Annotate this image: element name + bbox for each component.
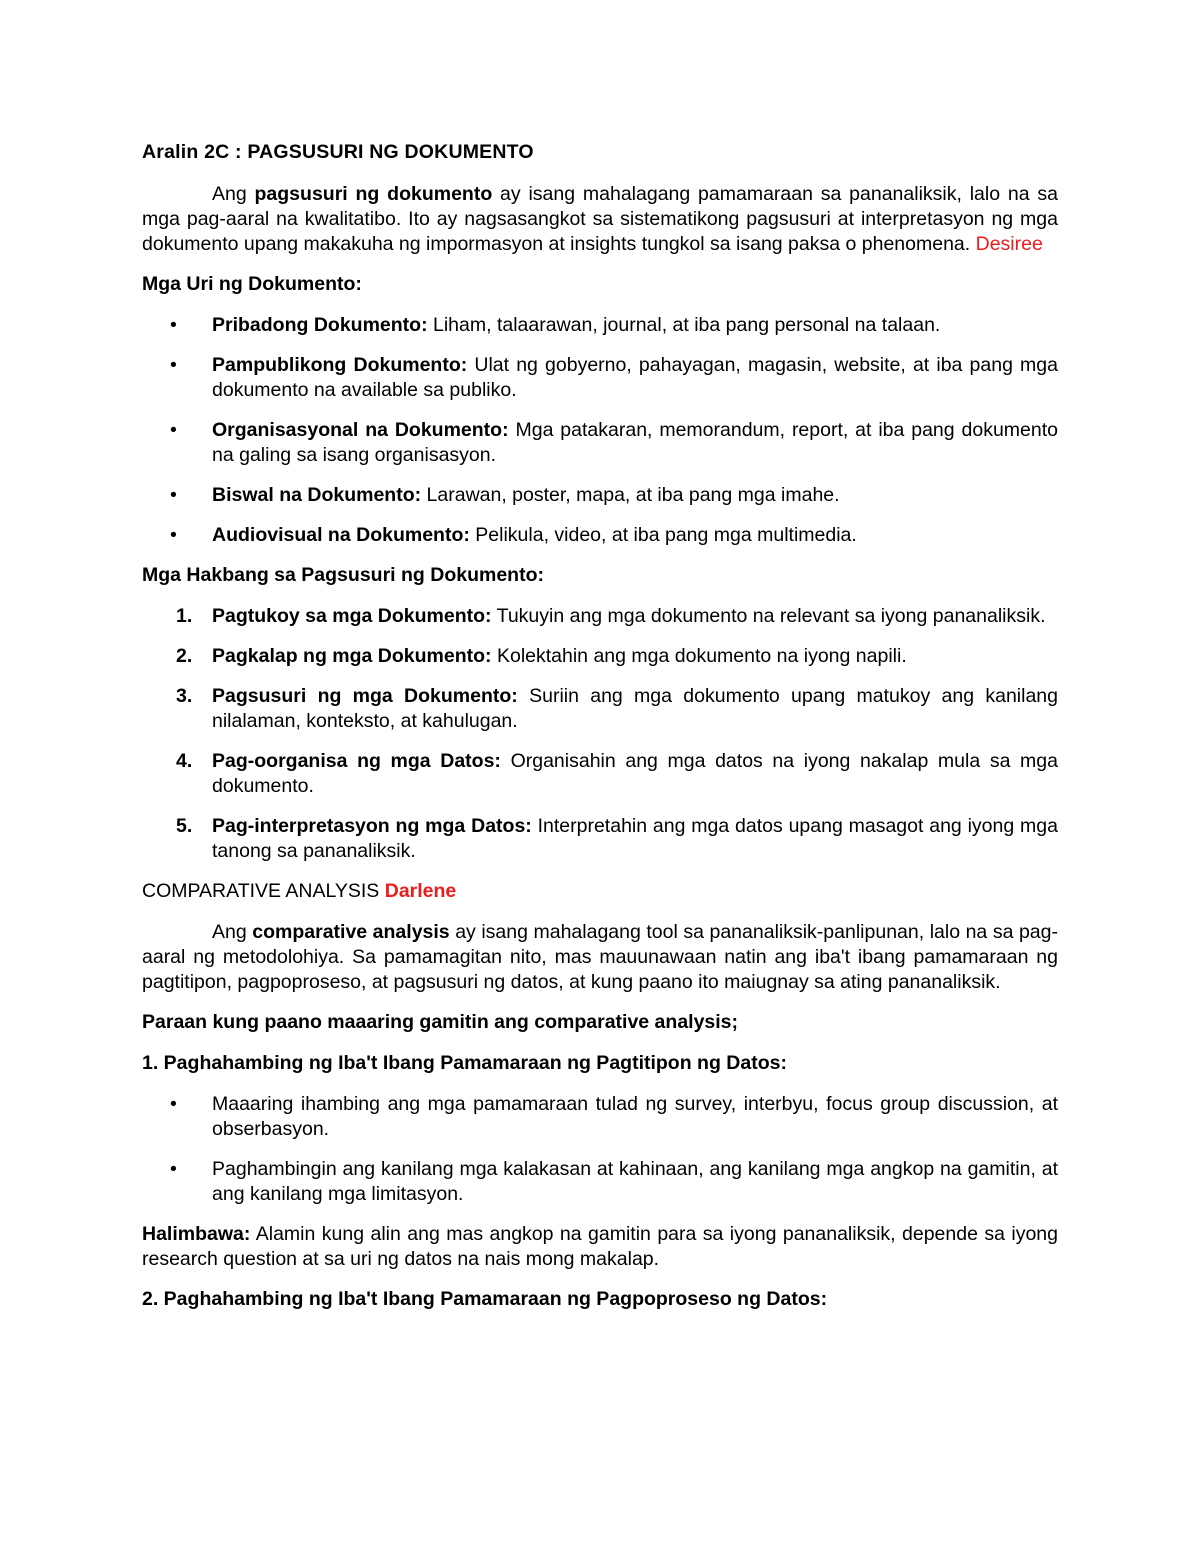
example-label: Halimbawa: <box>142 1223 251 1245</box>
list-item <box>142 1092 1058 1142</box>
item-label: Pagtukoy sa mga Dokumento: <box>212 605 492 627</box>
document-page <box>142 140 1058 1328</box>
step-number: 5. <box>176 815 193 837</box>
intro-bold-term: pagsusuri ng dokumento <box>254 183 493 205</box>
comparative-author: Darlene <box>384 880 457 902</box>
intro-post: ay isang mahalagang pamamaraan sa pananaliksik, lalo na sa mga pag-aaral na kwalitatibo. Ito ay nagsasangkot sa sistematikong pagsusuri at interpretasyon ng mga dokumento upang makakuha ng impormasyon at insights tungkol sa isang paksa o phenomena. <box>142 183 1058 255</box>
steps-heading: Mga Hakbang sa Pagsusuri ng Dokumento: <box>142 564 544 586</box>
list-item <box>142 604 1058 629</box>
comparative-paragraph <box>142 920 1058 995</box>
intro-author: Desiree <box>975 233 1043 255</box>
bullet-icon: • <box>170 419 177 441</box>
list-item <box>142 523 1058 548</box>
list-item <box>142 313 1058 338</box>
item-text: Ulat ng gobyerno, pahayagan, magasin, website, at iba pang mga dokumento na available sa publiko. <box>212 354 1058 401</box>
bullet-icon: • <box>170 484 177 506</box>
steps-list <box>142 604 1058 864</box>
bullet-icon: • <box>170 1093 177 1115</box>
list-item <box>142 353 1058 403</box>
comparative-heading <box>142 879 1058 904</box>
comparative-pre: Ang <box>212 921 253 943</box>
bullet-icon: • <box>170 524 177 546</box>
list-item <box>142 814 1058 864</box>
example-text: Alamin kung alin ang mas angkop na gamitin para sa iyong pananaliksik, depende sa iyong research question at sa uri ng datos na nais mong makalap. <box>142 1223 1058 1270</box>
types-list <box>142 313 1058 548</box>
lesson-title <box>142 140 1058 165</box>
list-item <box>142 483 1058 508</box>
step-number: 3. <box>176 685 193 707</box>
item-text: Suriin ang mga dokumento upang matukoy ang kanilang nilalaman, konteksto, at kahulugan. <box>212 685 1058 732</box>
item-text: Kolektahin ang mga dokumento na iyong napili. <box>491 645 907 667</box>
method-heading: Paraan kung paano maaaring gamitin ang comparative analysis; <box>142 1011 739 1033</box>
sub2-heading: 2. Paghahambing ng Iba't Ibang Pamamaraan ng Pagpoproseso ng Datos: <box>142 1288 828 1310</box>
sub1-heading: 1. Paghahambing ng Iba't Ibang Pamamaraan ng Pagtitipon ng Datos: <box>142 1052 787 1074</box>
item-label: Biswal na Dokumento: <box>212 484 422 506</box>
item-text: Liham, talaarawan, journal, at iba pang personal na talaan. <box>427 314 941 336</box>
item-text: Organisahin ang mga datos na iyong nakalap mula sa mga dokumento. <box>212 750 1058 797</box>
item-text: Mga patakaran, memorandum, report, at iba pang dokumento na galing sa isang organisasyon. <box>212 419 1058 466</box>
sub1-list <box>142 1092 1058 1207</box>
item-text: Larawan, poster, mapa, at iba pang mga imahe. <box>421 484 840 506</box>
bullet-icon: • <box>170 1158 177 1180</box>
item-label: Pag-interpretasyon ng mga Datos: <box>212 815 532 837</box>
bullet-icon: • <box>170 354 177 376</box>
list-item <box>142 418 1058 468</box>
types-heading: Mga Uri ng Dokumento: <box>142 273 362 295</box>
step-number: 4. <box>176 750 193 772</box>
comparative-bold-term: comparative analysis <box>252 921 450 943</box>
item-text: Interpretahin ang mga datos upang masagot ang iyong mga tanong sa pananaliksik. <box>212 815 1058 862</box>
item-label: Organisasyonal na Dokumento: <box>212 419 509 441</box>
step-number: 2. <box>176 645 193 667</box>
item-text: Pelikula, video, at iba pang mga multimedia. <box>469 524 857 546</box>
intro-paragraph <box>142 182 1058 257</box>
comparative-heading-text: COMPARATIVE ANALYSIS <box>142 880 385 902</box>
item-label: Pag-oorganisa ng mga Datos: <box>212 750 501 772</box>
intro-pre: Ang <box>212 183 255 205</box>
item-label: Pagsusuri ng mga Dokumento: <box>212 685 518 707</box>
bullet-icon: • <box>170 314 177 336</box>
example-paragraph <box>142 1222 1058 1272</box>
list-item <box>142 684 1058 734</box>
list-item <box>142 749 1058 799</box>
list-item <box>142 1157 1058 1207</box>
item-label: Pagkalap ng mga Dokumento: <box>212 645 492 667</box>
step-number: 1. <box>176 605 193 627</box>
item-text: Paghambingin ang kanilang mga kalakasan at kahinaan, ang kanilang mga angkop na gamitin, at ang kanilang mga limitasyon. <box>212 1158 1058 1205</box>
lesson-title-text: Aralin 2C : PAGSUSURI NG DOKUMENTO <box>142 141 534 163</box>
list-item <box>142 644 1058 669</box>
item-text: Maaaring ihambing ang mga pamamaraan tulad ng survey, interbyu, focus group discussion, at obserbasyon. <box>212 1093 1058 1140</box>
item-label: Audiovisual na Dokumento: <box>212 524 470 546</box>
comparative-post: ay isang mahalagang tool sa pananaliksik-panlipunan, lalo na sa pag-aaral ng metodolohiya. Sa pamamagitan nito, mas mauunawaan natin ang iba't ibang pamamaraan ng pagtitipon, pagpoproseso, at pagsusuri ng datos, at kung paano ito maiugnay sa ating pananaliksik. <box>142 921 1058 993</box>
item-label: Pribadong Dokumento: <box>212 314 428 336</box>
item-text: Tukuyin ang mga dokumento na relevant sa iyong pananaliksik. <box>491 605 1046 627</box>
item-label: Pampublikong Dokumento: <box>212 354 468 376</box>
